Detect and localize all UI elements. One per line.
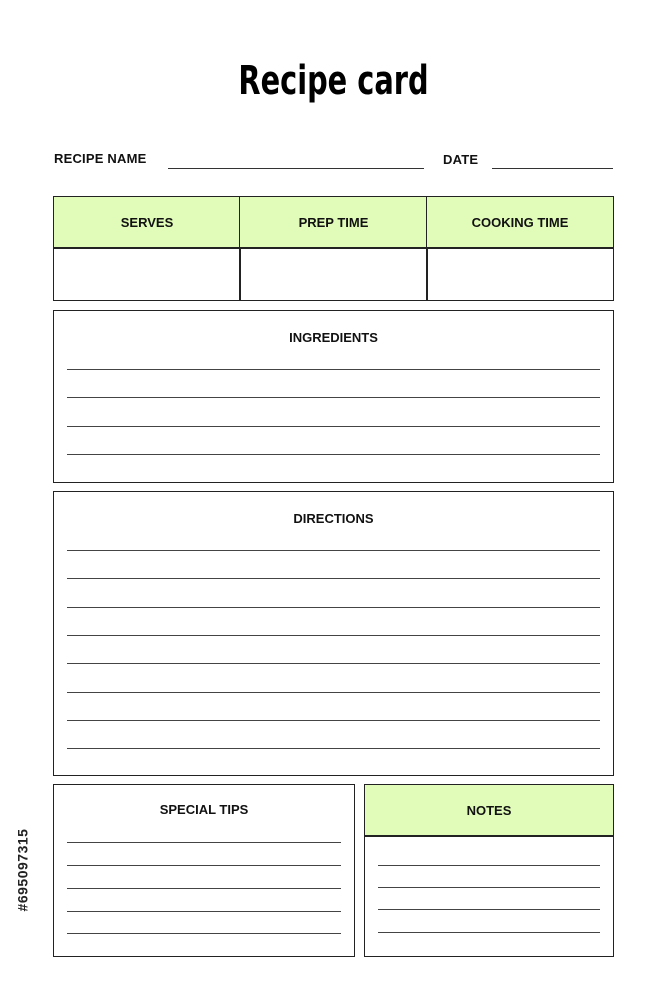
notes-box (364, 835, 614, 957)
directions-line[interactable] (67, 692, 600, 693)
special-tips-line[interactable] (67, 865, 341, 866)
directions-line[interactable] (67, 720, 600, 721)
watermark (10, 765, 34, 975)
ingredients-line[interactable] (67, 426, 600, 427)
cooking-time-cell[interactable] (426, 247, 614, 301)
directions-line[interactable] (67, 607, 600, 608)
recipe-name-label: RECIPE NAME (54, 151, 147, 166)
cooking-time-header (426, 196, 614, 249)
special-tips-box (53, 784, 355, 957)
page-title: Recipe card (238, 58, 429, 104)
notes-title: NOTES (466, 803, 512, 818)
notes-line[interactable] (378, 932, 600, 933)
prep-time-cell[interactable] (239, 247, 428, 301)
directions-title: DIRECTIONS (293, 511, 374, 526)
ingredients-line[interactable] (67, 454, 600, 455)
cooking-time-header-label: COOKING TIME (471, 215, 569, 230)
date-label: DATE (443, 152, 479, 167)
prep-time-header (239, 196, 428, 249)
notes-line[interactable] (378, 909, 600, 910)
serves-header (53, 196, 241, 249)
directions-line[interactable] (67, 663, 600, 664)
serves-header-label: SERVES (120, 215, 174, 230)
directions-line[interactable] (67, 550, 600, 551)
directions-line[interactable] (67, 578, 600, 579)
date-field[interactable] (492, 168, 613, 169)
ingredients-title: INGREDIENTS (289, 330, 378, 345)
directions-line[interactable] (67, 748, 600, 749)
directions-box (53, 491, 614, 776)
watermark-text: #695097315 (14, 828, 30, 912)
ingredients-line[interactable] (67, 369, 600, 370)
notes-header (364, 784, 614, 837)
ingredients-line[interactable] (67, 397, 600, 398)
notes-line[interactable] (378, 865, 600, 866)
ingredients-box (53, 310, 614, 483)
special-tips-line[interactable] (67, 911, 341, 912)
special-tips-line[interactable] (67, 933, 341, 934)
special-tips-line[interactable] (67, 888, 341, 889)
notes-line[interactable] (378, 887, 600, 888)
prep-time-header-label: PREP TIME (298, 215, 369, 230)
directions-line[interactable] (67, 635, 600, 636)
special-tips-line[interactable] (67, 842, 341, 843)
special-tips-title: SPECIAL TIPS (159, 802, 249, 817)
serves-cell[interactable] (53, 247, 241, 301)
recipe-name-field[interactable] (168, 168, 424, 169)
